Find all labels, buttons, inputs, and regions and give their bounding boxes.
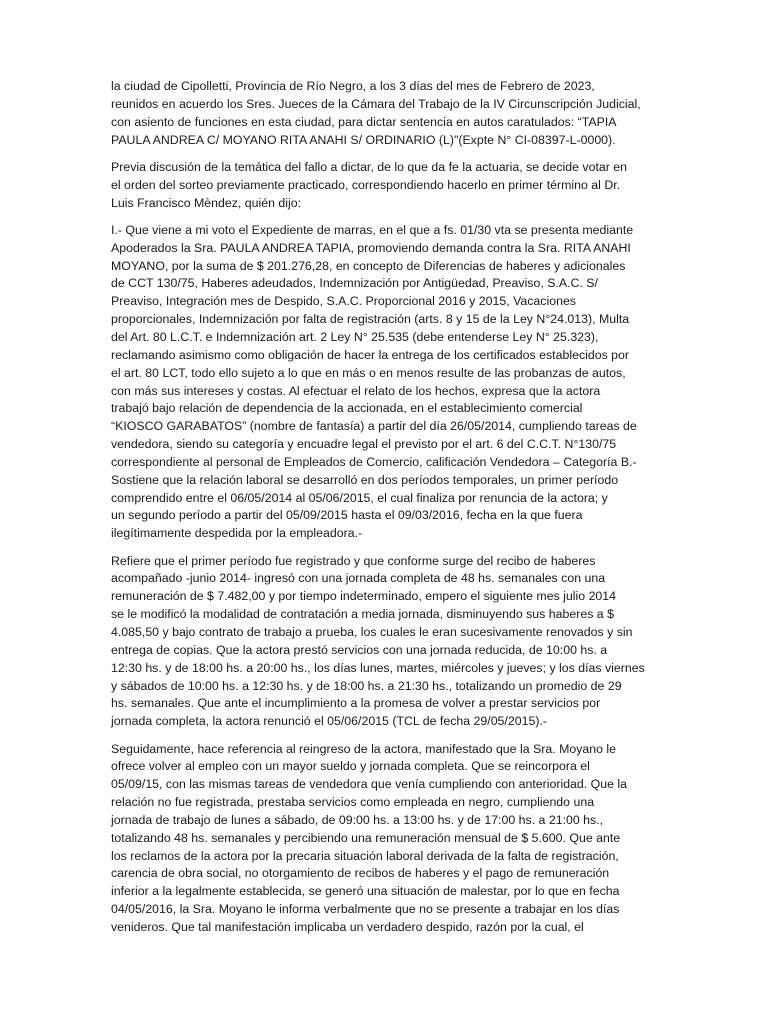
text-line: Previa discusión de la temática del fallo a dictar, de lo que da fe la actuaria, se decide votar en [111, 159, 628, 174]
text-line: 12:30 hs. y de 18:00 hs. a 20:00 hs., los días lunes, martes, miércoles y jueves; y los días viernes [111, 660, 645, 675]
text-line: reclamando asimismo como obligación de hacer la entrega de los certificados establecidos por [111, 347, 630, 362]
text-line: MOYANO, por la suma de $ 201.276,28, en concepto de Diferencias de haberes y adicionales [111, 258, 626, 273]
text-line: totalizando 48 hs. semanales y percibiendo una remuneración mensual de $ 5.600. Que ante [111, 830, 621, 845]
text-line: con más sus intereses y costas. Al efectuar el relato de los hechos, expresa que la actora [111, 383, 601, 398]
paragraph [111, 159, 681, 213]
text-line: 4.085,50 y bajo contrato de trabajo a prueba, los cuales le eran sucesivamente renovados y sin [111, 624, 633, 639]
document-page [111, 78, 681, 946]
text-line: venideros. Que tal manifestación implicaba un verdadero despido, razón por la cual, el [111, 919, 584, 934]
text-line: I.- Que viene a mi voto el Expediente de marras, en el que a fs. 01/30 vta se presenta mediante [111, 222, 634, 237]
text-line: relación no fue registrada, prestaba servicios como empleada en negro, cumpliendo una [111, 795, 595, 810]
text-line: acompañado -junio 2014- ingresó con una jornada completa de 48 hs. semanales con una [111, 571, 606, 586]
text-line: Refiere que el primer período fue registrado y que conforme surge del recibo de haberes [111, 553, 596, 568]
text-line: ofrece volver al empleo con un mayor sueldo y jornada completa. Que se reincorpora el [111, 759, 590, 774]
text-line: Apoderados la Sra. PAULA ANDREA TAPIA, promoviendo demanda contra la Sra. RITA ANAHI [111, 240, 631, 255]
text-line: comprendido entre el 06/05/2014 al 05/06/2015, el cual finaliza por renuncia de la actora; y [111, 490, 608, 505]
text-line: carencia de obra social, no otorgamiento de recibos de haberes y el pago de remuneración [111, 866, 610, 881]
text-line: trabajó bajo relación de dependencia de la accionada, en el establecimiento comercial [111, 401, 583, 416]
text-line: “KIOSCO GARABATOS” (nombre de fantasía) a partir del día 26/05/2014, cumpliendo tareas de [111, 419, 637, 434]
text-line: Luis Francisco Mèndez, quién dijo: [111, 195, 302, 210]
text-line: reunidos en acuerdo los Sres. Jueces de la Cámara del Trabajo de la IV Circunscripción Judicial, [111, 96, 641, 111]
text-line: la ciudad de Cipolletti, Provincia de Río Negro, a los 3 días del mes de Febrero de 2023, [111, 79, 595, 93]
paragraph [111, 78, 681, 149]
text-line: Seguidamente, hace referencia al reingreso de la actora, manifestado que la Sra. Moyano le [111, 741, 617, 756]
text-line: proporcionales, Indemnización por falta de registración (arts. 8 y 15 de la Ley N°24.013), Multa [111, 312, 630, 327]
paragraph [111, 222, 681, 543]
text-line: el orden del sorteo previamente practicado, correspondiendo hacerlo en primer término al Dr. [111, 177, 621, 192]
text-line: vendedora, siendo su categoría y encuadre legal el previsto por el art. 6 del C.C.T. N°130/75 [111, 437, 617, 452]
text-line: 05/09/15, con las mismas tareas de vendedora que venía cumpliendo con anterioridad. Que la [111, 777, 628, 792]
paragraph [111, 553, 681, 731]
text-line: hs. semanales. Que ante el incumplimiento a la promesa de volver a prestar servicios por [111, 696, 601, 711]
text-line: correspondiente al personal de Empleados de Comercio, calificación Vendedora – Categoría B.- [111, 454, 637, 469]
text-line: PAULA ANDREA C/ MOYANO RITA ANAHI S/ ORDINARIO (L)"(Expte N° CI-08397-L-0000). [111, 132, 616, 147]
text-line: de CCT 130/75, Haberes adeudados, Indemnización por Antigüedad, Preaviso, S.A.C. S/ [111, 276, 598, 291]
text-line: y sábados de 10:00 hs. a 12:30 hs. y de 18:00 hs. a 21:30 hs., totalizando un promedio de 29 [111, 678, 622, 693]
text-line: 04/05/2016, la Sra. Moyano le informa verbalmente que no se presente a trabajar en los días [111, 902, 620, 917]
paragraph [111, 741, 681, 937]
text-line: remuneración de $ 7.482,00 y por tiempo indeterminado, empero el siguiente mes julio 2014 [111, 589, 617, 604]
text-line: entrega de copias. Que la actora prestó servicios con una jornada reducida, de 10:00 hs. a [111, 642, 608, 657]
text-line: Preaviso, Integración mes de Despido, S.A.C. Proporcional 2016 y 2015, Vacaciones [111, 294, 576, 309]
text-line: se le modificó la modalidad de contratación a media jornada, disminuyendo sus haberes a $ [111, 607, 614, 622]
text-line: los reclamos de la actora por la precaria situación laboral derivada de la falta de registración, [111, 848, 619, 863]
text-line: del Art. 80 L.C.T. e Indemnización art. 2 Ley N° 25.535 (debe entenderse Ley N° 25.323), [111, 329, 599, 344]
text-line: Sostiene que la relación laboral se desarrolló en dos períodos temporales, un primer período [111, 472, 619, 487]
text-line: ilegítimamente despedida por la empleadora.- [111, 526, 363, 541]
text-line: con asiento de funciones en esta ciudad, para dictar sentencia en autos caratulados: “TAPIA [111, 114, 617, 129]
text-line: el art. 80 LCT, todo ello sujeto a lo que en más o en menos resulte de las probanzas de autos, [111, 365, 626, 380]
text-line: inferior a la legalmente establecida, se generó una situación de malestar, por lo que en fecha [111, 884, 620, 899]
text-line: jornada completa, la actora renunció el 05/06/2015 (TCL de fecha 29/05/2015).- [111, 714, 547, 729]
text-line: un segundo período a partir del 05/09/2015 hasta el 09/03/2016, fecha en la que fuera [111, 508, 583, 523]
text-line: jornada de trabajo de lunes a sábado, de 09:00 hs. a 13:00 hs. y de 17:00 hs. a 21:00 hs., [111, 812, 604, 827]
